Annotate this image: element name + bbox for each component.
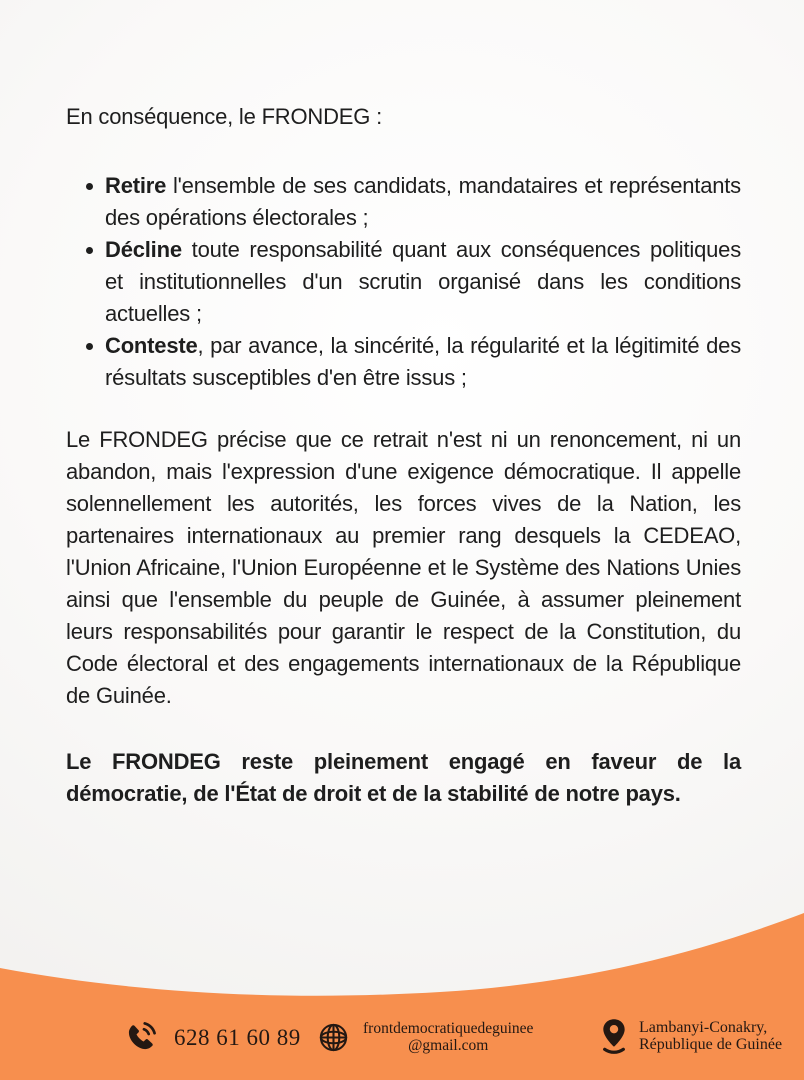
phone-icon [121,1019,159,1057]
address-text [639,1019,782,1053]
bullet-list [66,170,741,394]
globe-icon [317,1021,350,1054]
location-pin-icon [599,1018,629,1054]
list-item-conteste [66,330,741,394]
bullet-lead: Décline [105,237,182,262]
main-paragraph: Le FRONDEG précise que ce retrait n'est ni un renoncement, ni un abandon, mais l'expression d'une exigence démocratique. Il appelle solennellement les autorités, les forces vives de la Nation, les partenaires internationaux au premier rang desquels la CEDEAO, l'Union Africaine, l'Union Européenne et le Système des Nations Unies ainsi que l'ensemble du peuple de Guinée, à assumer pleinement leurs responsabilités pour garantir le respect de la Constitution, du Code électoral et des engagements internationaux de la République de Guinée. [66,427,741,708]
bullet-lead: Conteste [105,333,198,358]
footer-phone [121,1019,301,1057]
list-item-retire [66,170,741,234]
bullet-text: l'ensemble de ses candidats, mandataires et représentants des opérations électorales ; [105,173,741,230]
address-line2: République de Guinée [639,1036,783,1053]
email-line1: frontdemocratiquedeguinee [363,1020,534,1037]
bullet-lead: Retire [105,173,167,198]
email-line2: @gmail.com [408,1036,489,1054]
email-address [363,1021,533,1054]
footer-address [599,1018,782,1054]
closing-statement: Le FRONDEG reste pleinement engagé en faveur de la démocratie, de l'État de droit et de la stabilité de notre pays. [66,749,741,806]
footer [0,900,804,1080]
phone-number: 628 61 60 89 [174,1025,301,1050]
address-line1: Lambanyi-Conakry, [639,1019,768,1036]
bullet-text: , par avance, la sincérité, la régularité et la légitimité des résultats susceptibles d'en être issus ; [105,333,741,390]
footer-email [317,1021,533,1054]
intro-line: En conséquence, le FRONDEG : [66,104,382,129]
statement-body [66,102,741,810]
list-item-decline [66,234,741,330]
bullet-text: toute responsabilité quant aux conséquences politiques et institutionnelles d'un scrutin organisé dans les conditions actuelles ; [105,237,741,326]
